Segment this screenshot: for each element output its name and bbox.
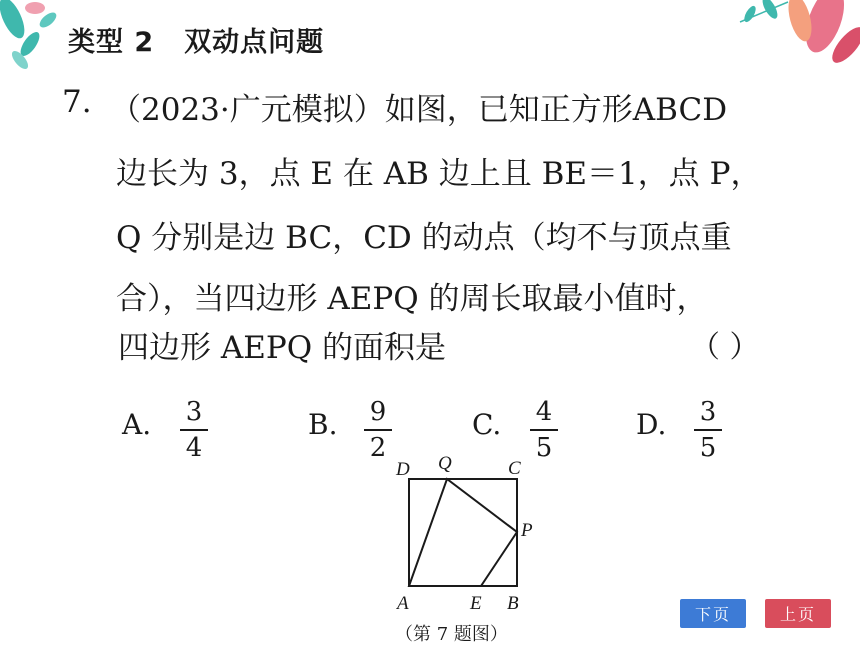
fraction-bar <box>364 429 392 431</box>
option-letter: A. <box>122 408 152 441</box>
fraction-numerator: 9 <box>369 397 387 427</box>
label-a: A <box>397 593 409 614</box>
fraction-denominator: 5 <box>699 432 717 463</box>
label-d: D <box>396 459 410 480</box>
label-c: C <box>508 458 521 479</box>
fraction-bar <box>530 429 558 431</box>
answer-blank: （ ） <box>690 330 760 365</box>
fraction-denominator: 4 <box>185 432 203 463</box>
question-line-4: 合），当四边形 AEPQ 的周长取最小值时， <box>116 281 708 317</box>
fraction-numerator: 3 <box>699 397 717 427</box>
figure-caption: （第 7 题图） <box>395 624 508 645</box>
section-type-label: 类型 2 <box>68 27 155 58</box>
question-line-1: （2023·广元模拟）如图，已知正方形ABCD <box>110 92 728 128</box>
question-line-2: 边长为 3，点 E 在 AB 边上且 BE＝1，点 P， <box>116 156 762 192</box>
decorative-leaves-right-icon <box>730 0 860 75</box>
option-fraction <box>180 396 208 464</box>
fraction-bar <box>180 429 208 431</box>
option-letter: B. <box>308 408 338 441</box>
fraction-bar <box>694 429 722 431</box>
label-q: Q <box>438 453 452 474</box>
option-letter: C. <box>472 408 502 441</box>
decorative-leaves-left-icon <box>0 0 75 80</box>
next-page-button[interactable]: 下页 <box>680 599 746 628</box>
fraction-denominator: 5 <box>535 432 553 463</box>
label-b: B <box>507 593 519 614</box>
fraction-numerator: 4 <box>535 397 553 427</box>
fraction-numerator: 3 <box>185 397 203 427</box>
option-letter: D. <box>636 408 667 441</box>
prev-page-button[interactable]: 上页 <box>765 599 831 628</box>
question-number: 7. <box>62 84 92 120</box>
section-title: 双动点问题 <box>184 27 325 58</box>
question-line-3: Q 分别是边 BC，CD 的动点（均不与顶点重 <box>116 220 732 256</box>
quadrilateral-aepq <box>409 479 517 586</box>
geometry-figure <box>385 450 545 620</box>
option-fraction <box>694 396 722 464</box>
label-p: P <box>521 520 533 541</box>
square-abcd <box>409 479 517 586</box>
question-line-5: 四边形 AEPQ 的面积是 <box>118 330 446 366</box>
fraction-denominator: 2 <box>369 432 387 463</box>
label-e: E <box>470 593 482 614</box>
section-heading <box>68 20 324 59</box>
